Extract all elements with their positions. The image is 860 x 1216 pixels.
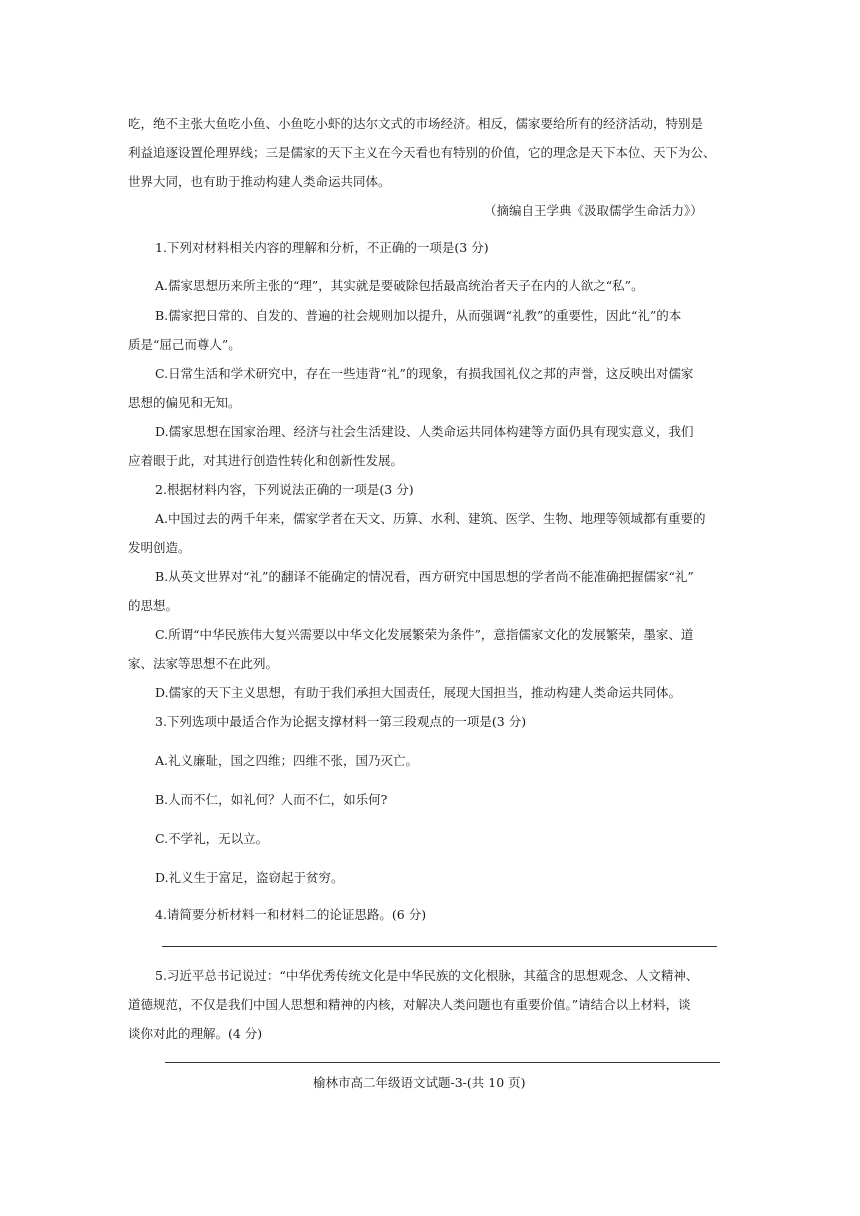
answer-line	[162, 946, 717, 947]
page-footer: 榆林市高二年级语文试题-3-(共 10 页)	[313, 1075, 526, 1090]
question-1-option-b: B.儒家把日常的、自发的、普遍的社会规则加以提升，从而强调“礼教”的重要性，因此“礼”的本	[155, 308, 682, 323]
passage-line: 世界大同，也有助于推动构建人类命运共同体。	[128, 174, 391, 189]
question-2-option-b: B.从英文世界对“礼”的翻译不能确定的情况看，西方研究中国思想的学者尚不能准确把握儒家“礼”	[155, 569, 694, 584]
question-2-stem: 2.根据材料内容，下列说法正确的一项是(3 分)	[155, 482, 414, 497]
question-2-option-c: C.所谓“中华民族伟大复兴需要以中华文化发展繁荣为条件”，意指儒家文化的发展繁荣，墨家、道	[155, 627, 694, 642]
question-3-option-a: A.礼义廉耻，国之四维；四维不张，国乃灭亡。	[155, 753, 419, 768]
question-1-option-d-cont: 应着眼于此，对其进行创造性转化和创新性发展。	[128, 453, 404, 468]
question-3-option-b: B.人而不仁，如礼何？人而不仁，如乐何?	[155, 792, 388, 807]
answer-line	[165, 1062, 720, 1063]
passage-line: 吃，绝不主张大鱼吃小鱼、小鱼吃小虾的达尔文式的市场经济。相反，儒家要给所有的经济活动，特别是	[128, 116, 704, 131]
question-2-option-d: D.儒家的天下主义思想，有助于我们承担大国责任，展现大国担当，推动构建人类命运共同体。	[155, 685, 682, 700]
question-4-stem: 4.请简要分析材料一和材料二的论证思路。(6 分)	[155, 907, 427, 922]
question-1-stem: 1.下列对材料相关内容的理解和分析，不正确的一项是(3 分)	[155, 240, 489, 255]
question-3-stem: 3.下列选项中最适合作为论据支撑材料一第三段观点的一项是(3 分)	[155, 714, 527, 729]
question-5-line: 5.习近平总书记说过：“中华优秀传统文化是中华民族的文化根脉，其蕴含的思想观念、人文精神、	[155, 968, 699, 983]
question-2-option-c-cont: 家、法家等思想不在此列。	[128, 656, 279, 671]
question-1-option-d: D.儒家思想在国家治理、经济与社会生活建设、人类命运共同体构建等方面仍具有现实意义，我们	[155, 424, 694, 439]
question-5-line: 谈你对此的理解。(4 分)	[128, 1026, 263, 1041]
question-5-line: 道德规范，不仅是我们中国人思想和精神的内核，对解决人类问题也有重要价值。”请结合以上材料，谈	[128, 997, 691, 1012]
question-1-option-a: A.儒家思想历来所主张的“理”，其实就是要破除包括最高统治者天子在内的人欲之“私”。	[155, 278, 644, 293]
passage-line: 利益追逐设置伦理界线；三是儒家的天下主义在今天看也有特别的价值，它的理念是天下本位、天下为公、	[128, 145, 716, 160]
question-2-option-a-cont: 发明创造。	[128, 540, 191, 555]
question-1-option-c: C.日常生活和学术研究中，存在一些违背“礼”的现象，有损我国礼仪之邦的声誉，这反映出对儒家	[155, 366, 694, 381]
question-2-option-b-cont: 的思想。	[128, 598, 179, 613]
question-1-option-b-cont: 质是“屈己而尊人”。	[128, 337, 241, 352]
question-3-option-c: C.不学礼，无以立。	[155, 831, 269, 846]
question-1-option-c-cont: 思想的偏见和无知。	[128, 395, 241, 410]
question-2-option-a: A.中国过去的两千年来，儒家学者在天文、历算、水利、建筑、医学、生物、地理等领域都有重要的	[155, 511, 706, 526]
passage-source: （摘编自王学典《汲取儒学生命活力》）	[484, 203, 703, 218]
question-3-option-d: D.礼义生于富足，盗窃起于贫穷。	[155, 870, 344, 885]
